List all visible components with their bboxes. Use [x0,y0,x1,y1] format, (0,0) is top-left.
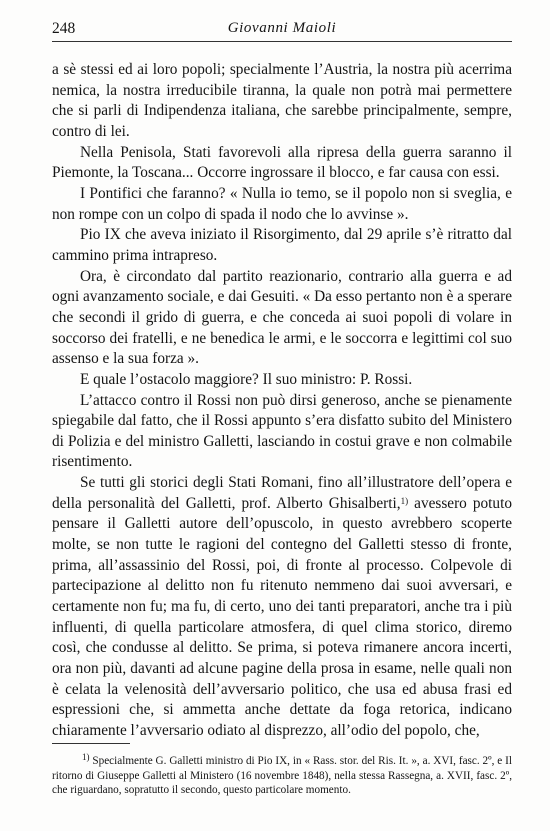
paragraph: a sè stessi ed ai loro popoli; specialmente l’Austria, la nostra più acerrima nemica, la nostra irreducibile tiranna, la quale non potrà mai permettere che si parli di Indipendenza italiana, che sarebbe principalmente, sempre, contro di lei. [52,61,512,140]
footnote-paragraph [52,754,512,798]
paragraph-text-continued: avessero potuto pensare il Galletti autore dell’opuscolo, in questo avrebbero scoperte molte, se non tutte le ragioni del contegno del Galletti stesso di fronte, prima, all’assassinio del Rossi, poi, di fronte al processo. Colpevole di partecipazione al delitto non fu ritenuto nemmeno dai suoi avversari, e certamente non fu; ma fu, di certo, uno dei tanti preparatori, anche tra i più influenti, di quella particolare atmosfera, di quel clima storico, diremo così, che condusse al delitto. Se prima, si poteva rimanere ancora incerti, ora non più, davanti ad alcune pagine della prosa in esame, nelle quali non è celata la velenosità dell’avversario politico, che usa ed abusa frasi ed espressioni che, si ammetta anche dettate da foga retorica, indicano chiaramente l’avversario odiato al disprezzo, all’odio del popolo, che, [52,494,512,739]
footnote-text: Specialmente G. Galletti ministro di Pio IX, in « Rass. stor. del Ris. It. », a. XVI, fasc. 2º, e Il ritorno di Giuseppe Galletti al Ministero (16 novembre 1848), nella stessa Rassegna, a. XVII, fasc. 2º, che riguardano, sopratutto il secondo, questo particolare momento. [52,755,512,796]
footnote-rule [52,743,130,744]
footnote-marker: 1) [82,752,90,762]
paragraph: E quale l’ostacolo maggiore? Il suo ministro: P. Rossi. [80,370,413,388]
paragraph: I Pontifici che faranno? « Nulla io temo, se il popolo non si sveglia, e non rompe con un colpo di spada il nodo che lo avvinse ». [52,184,512,223]
footnote-reference: 1) [400,495,409,506]
paragraph [52,473,512,742]
paragraph-text: Se tutti gli storici degli Stati Romani, fino all’illustratore dell’opera e della personalità del Galletti, prof. Alberto Ghisalberti, [52,474,512,512]
footnote [52,754,512,798]
running-head [52,14,512,40]
page-number: 248 [52,20,76,37]
body-text [52,60,512,742]
paragraph: Pio IX che aveva iniziato il Risorgimento, dal 29 aprile s’è ritratto dal cammino prima intrapreso. [52,226,512,264]
paragraph: Ora, è circondato dal partito reazionario, contrario alla guerra e ad ogni avanzamento sociale, e dai Gesuiti. « Da esso pertanto non è a sperare che secondi il grido di guerra, e che conceda ai suoi popoli di volare in soccorso dei fratelli, e ne benedica le armi, e le soccorra e legittimi col suo assenso e la sua forza ». [52,267,513,368]
header-rule [52,41,512,42]
paragraph: Nella Penisola, Stati favorevoli alla ripresa della guerra saranno il Piemonte, la Toscana... Occorre ingrossare il blocco, e far causa con essi. [52,143,512,182]
paragraph: L’attacco contro il Rossi non può dirsi generoso, anche se pienamente spiegabile dal fatto, che il Rossi appunto s’era disfatto subito del Ministero di Polizia e del ministro Galletti, lasciando in costui grave e non colmabile risentimento. [52,391,512,471]
running-title: Giovanni Maioli [227,20,337,36]
